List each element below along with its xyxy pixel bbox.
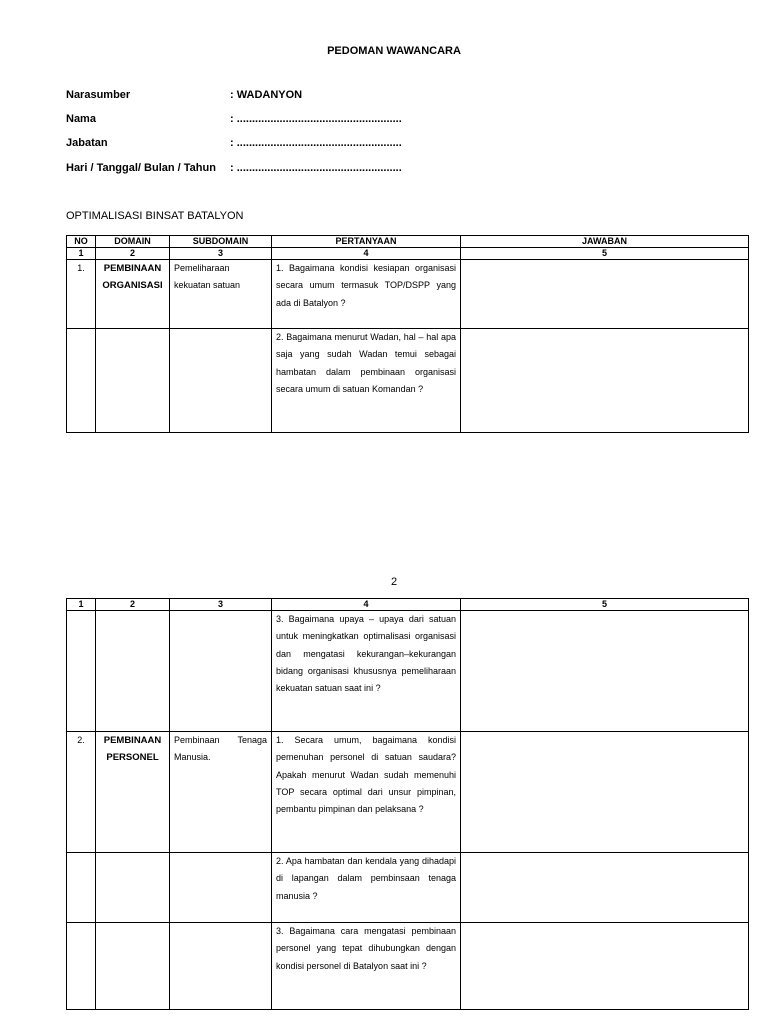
domain-cell (96, 260, 170, 329)
domain-cell (96, 611, 170, 732)
domain-cell (96, 732, 170, 853)
header-jawaban: JAWABAN (461, 236, 749, 248)
question-cell: 2. Bagaimana menurut Wadan, hal – hal apa saja yang sudah Wadan temui sebagai hambatan dalam pembinaan organisasi secara umum di satuan Komandan ? (272, 329, 461, 433)
col-number: 5 (461, 248, 749, 260)
header-subdomain: SUBDOMAIN (170, 236, 272, 248)
meta-label: Hari / Tanggal/ Bulan / Tahun (66, 162, 216, 174)
meta-value: : ...................................................... (230, 162, 402, 174)
subdomain-cell (170, 329, 272, 433)
meta-value: : ...................................................... (230, 113, 402, 125)
header-domain: DOMAIN (96, 236, 170, 248)
col-number: 3 (170, 248, 272, 260)
col-number: 2 (96, 248, 170, 260)
col-number: 1 (67, 599, 96, 611)
interview-table-page-1 (66, 235, 749, 433)
answer-cell[interactable] (461, 260, 749, 329)
domain-line: PEMBINAAN (103, 263, 162, 274)
subdomain-cell: Pemeliharaan kekuatan satuan (170, 260, 272, 329)
row-number (67, 853, 96, 923)
answer-cell[interactable] (461, 732, 749, 853)
domain-cell (96, 923, 170, 1010)
question-cell: 1. Bagaimana kondisi kesiapan organisasi secara umum termasuk TOP/DSPP yang ada di Batalyon ? (272, 260, 461, 329)
page-number: 2 (390, 576, 398, 588)
domain-line: PEMBINAAN (103, 735, 162, 746)
meta-label: Nama (66, 113, 96, 125)
answer-cell[interactable] (461, 329, 749, 433)
question-cell: 1. Secara umum, bagaimana kondisi pemenuhan personel di satuan saudara? Apakah menurut Wadan sudah memenuhi TOP secara optimal dari unsur pimpinan, pembantu pimpinan dan pelaksana ? (272, 732, 461, 853)
meta-label: Jabatan (66, 137, 108, 149)
subdomain-cell: Pembinaan Tenaga Manusia. (170, 732, 272, 853)
table-row (67, 923, 749, 1010)
section-title: OPTIMALISASI BINSAT BATALYON (66, 210, 244, 222)
col-number: 5 (461, 599, 749, 611)
subdomain-cell (170, 611, 272, 732)
table-row (67, 732, 749, 853)
col-number: 3 (170, 599, 272, 611)
subdomain-cell (170, 853, 272, 923)
table-row (67, 611, 749, 732)
answer-cell[interactable] (461, 923, 749, 1010)
col-number: 1 (67, 248, 96, 260)
answer-cell[interactable] (461, 611, 749, 732)
question-cell: 2. Apa hambatan dan kendala yang dihadapi di lapangan dalam pembinsaan tenaga manusia ? (272, 853, 461, 923)
meta-label: Narasumber (66, 89, 131, 101)
subdomain-cell (170, 923, 272, 1010)
question-cell: 3. Bagaimana cara mengatasi pembinaan personel yang tepat dihubungkan dengan kondisi personel di Batalyon saat ini ? (272, 923, 461, 1010)
col-number: 2 (96, 599, 170, 611)
row-number (67, 923, 96, 1010)
domain-line: ORGANISASI (102, 280, 163, 292)
meta-value: : WADANYON (230, 89, 303, 101)
row-number: 1. (67, 260, 96, 329)
col-number: 4 (272, 599, 461, 611)
document-title: PEDOMAN WAWANCARA (327, 45, 461, 57)
row-number: 2. (67, 732, 96, 853)
header-pertanyaan: PERTANYAAN (272, 236, 461, 248)
row-number (67, 611, 96, 732)
table-row (67, 329, 749, 433)
header-no: NO (67, 236, 96, 248)
meta-value: : ...................................................... (230, 137, 402, 149)
answer-cell[interactable] (461, 853, 749, 923)
question-cell: 3. Bagaimana upaya – upaya dari satuan untuk meningkatkan optimalisasi organisasi dan mengatasi kekurangan–kekurangan bidang organisasi khususnya pemeliharaan kekuatan satuan saat ini ? (272, 611, 461, 732)
row-number (67, 329, 96, 433)
domain-line: PERSONEL (106, 752, 159, 764)
col-number: 4 (272, 248, 461, 260)
domain-cell (96, 329, 170, 433)
table-row (67, 260, 749, 329)
interview-table-page-2 (66, 598, 749, 1010)
domain-cell (96, 853, 170, 923)
table-row (67, 853, 749, 923)
